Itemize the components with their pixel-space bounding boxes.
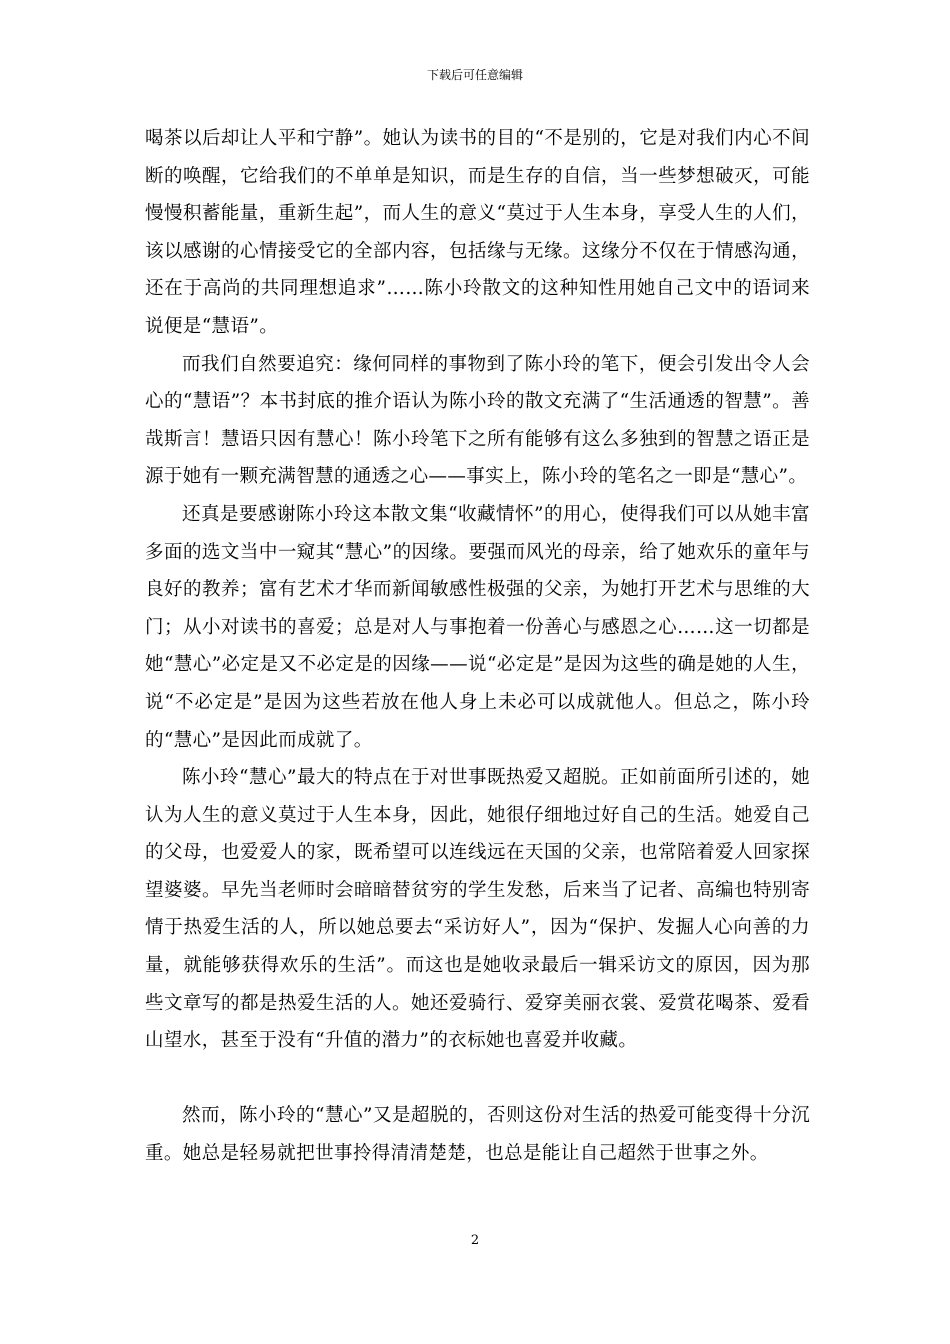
paragraph-5: 然而，陈小玲的“慧心”又是超脱的，否则这份对生活的热爱可能变得十分沉重。她总是轻易就把世事拎得清清楚楚，也总是能让自己超然于世事之外。 <box>145 1105 810 1165</box>
paragraph-3: 还真是要感谢陈小玲这本散文集“收藏情怀”的用心，使得我们可以从她丰富多面的选文当中一窥其“慧心”的因缘。要强而风光的母亲，给了她欢乐的童年与良好的教养；富有艺术才华而新闻敏感性极强的父亲，为她打开艺术与思维的大门；从小对读书的喜爱；总是对人与事抱着一份善心与感恩之心……这一切都是她“慧心”必定是又不必定是的因缘——说“必定是”是因为这些的确是她的人生，说“不必定是”是因为这些若放在他人身上未必可以成就他人。但总之，陈小玲的“慧心”是因此而成就了。 <box>145 503 810 751</box>
paragraph-1: 喝茶以后却让人平和宁静”。她认为读书的目的“不是别的，它是对我们内心不间断的唤醒，它给我们的不单单是知识，而是生存的自信，当一些梦想破灭，可能慢慢积蓄能量，重新生起”，而人生的意义“莫过于人生本身，享受人生的人们，该以感谢的心情接受它的全部内容，包括缘与无缘。这缘分不仅在于情感沟通，还在于高尚的共同理想追求”……陈小玲散文的这种知性用她自己文中的语词来说便是“慧语”。 <box>145 128 810 337</box>
paragraph-4: 陈小玲“慧心”最大的特点在于对世事既热爱又超脱。正如前面所引述的，她认为人生的意义莫过于人生本身，因此，她很仔细地过好自己的生活。她爱自己的父母，也爱爱人的家，既希望可以连线远在天国的父亲，也常陪着爱人回家探望婆婆。早先当老师时会暗暗替贫穷的学生发愁，后来当了记者、高编也特别寄情于热爱生活的人，所以她总要去“采访好人”，因为“保护、发掘人心向善的力量，就能够获得欢乐的生活”。而这也是她收录最后一辑采访文的原因，因为那些文章写的都是热爱生活的人。她还爱骑行、爱穿美丽衣裳、爱赏花喝茶、爱看山望水，甚至于没有“升值的潜力”的衣标她也喜爱并收藏。 <box>145 767 810 1052</box>
page-number: 2 <box>470 1233 480 1248</box>
document-body <box>145 120 810 1173</box>
paragraph-2: 而我们自然要追究：缘何同样的事物到了陈小玲的笔下，便会引发出令人会心的“慧语”？本书封底的推介语认为陈小玲的散文充满了“生活通透的智慧”。善哉斯言！慧语只因有慧心！陈小玲笔下之所有能够有这么多独到的智慧之语正是源于她有一颗充满智慧的通透之心——事实上，陈小玲的笔名之一即是“慧心”。 <box>145 353 810 488</box>
page-header: 下载后可任意编辑 <box>426 68 523 82</box>
